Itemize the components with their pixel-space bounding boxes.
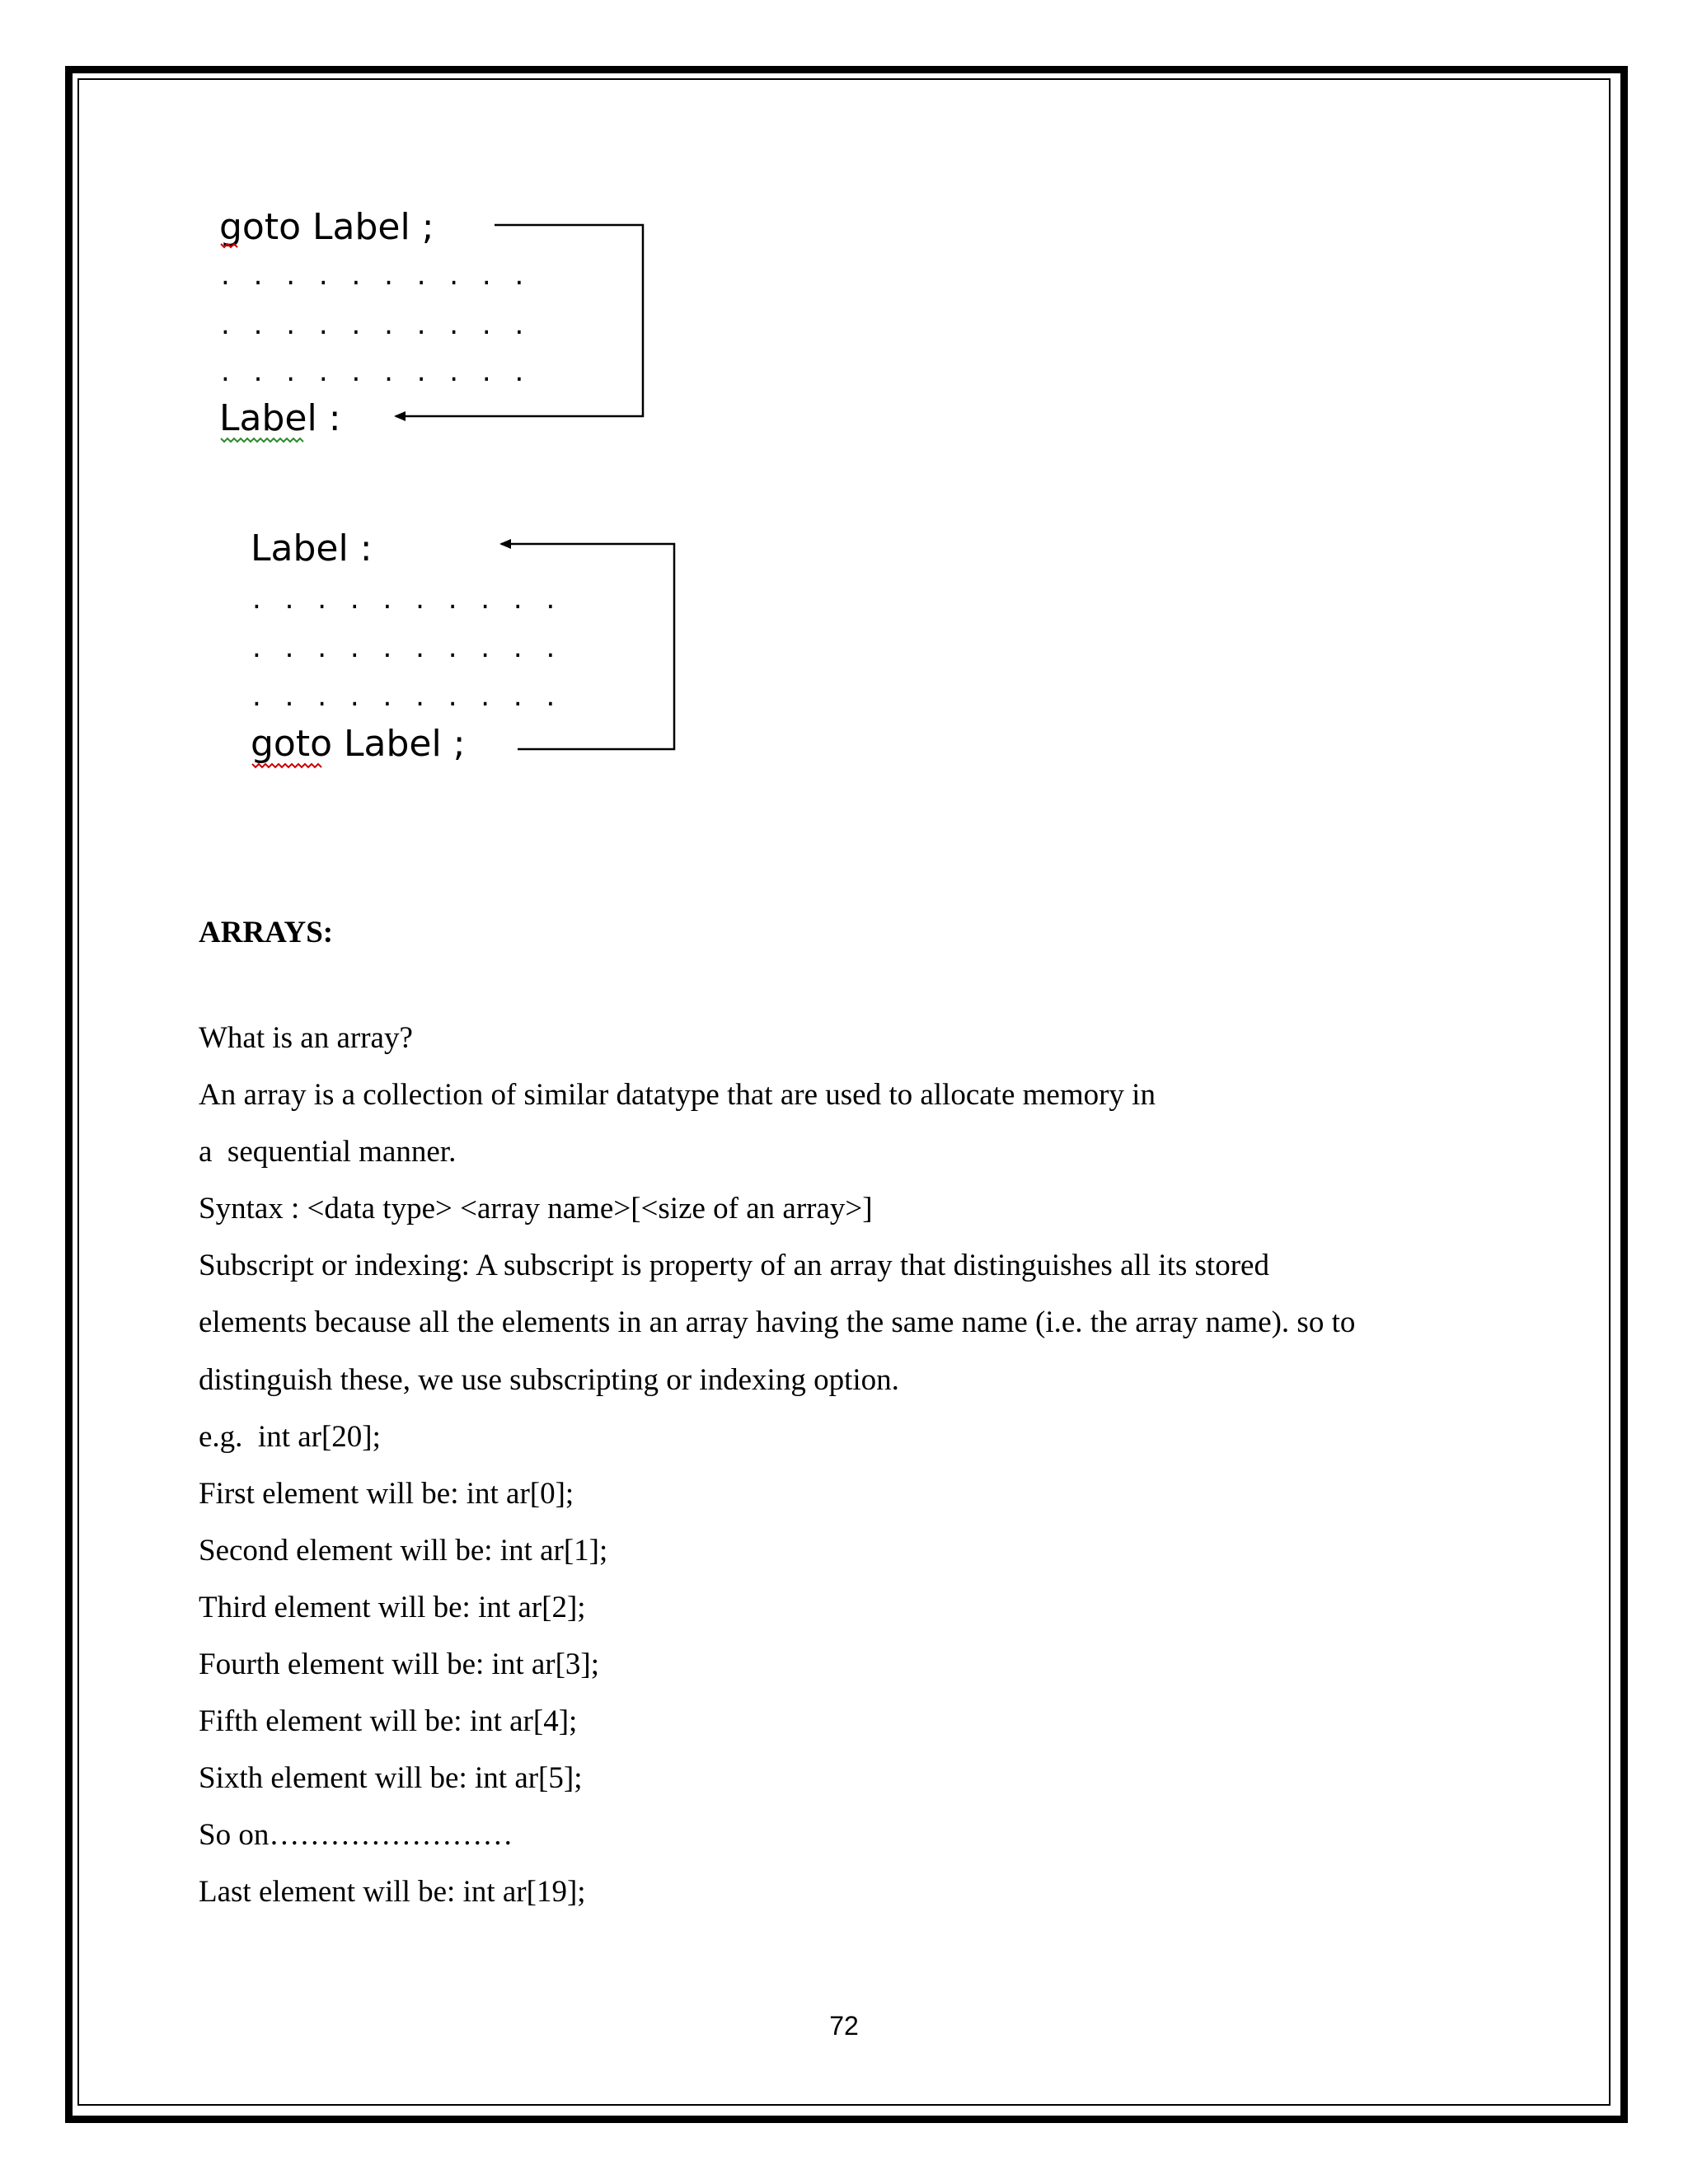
text-line: So on…………………… bbox=[199, 1818, 513, 1853]
text-line: Third element will be: int ar[2]; bbox=[199, 1590, 586, 1624]
goto-backward-diagram bbox=[251, 527, 674, 767]
goto-backward-dots-1: . . . . . . . . . . bbox=[252, 583, 563, 616]
section-body bbox=[199, 1010, 1583, 1921]
goto-forward-dots-2: . . . . . . . . . . bbox=[221, 308, 532, 341]
text-line: Subscript or indexing: A subscript is property of an array that distinguishes all its stored bbox=[199, 1249, 1269, 1283]
goto-forward-dots-3: . . . . . . . . . . bbox=[221, 355, 532, 388]
text-line: Fourth element will be: int ar[3]; bbox=[199, 1647, 600, 1682]
goto-forward-dots-1: . . . . . . . . . . bbox=[221, 259, 532, 292]
text-line: distinguish these, we use subscripting or indexing option. bbox=[199, 1362, 899, 1397]
text-line: An array is a collection of similar datatype that are used to allocate memory in bbox=[199, 1078, 1156, 1113]
text-line: Last element will be: int ar[19]; bbox=[199, 1875, 586, 1910]
text-line: elements because all the elements in an array having the same name (i.e. the array name). so to bbox=[199, 1305, 1356, 1340]
goto-backward-statement: goto Label ; bbox=[251, 723, 466, 765]
text-line: First element will be: int ar[0]; bbox=[199, 1476, 574, 1511]
goto-forward-diagram bbox=[219, 206, 643, 442]
text-line: Sixth element will be: int ar[5]; bbox=[199, 1761, 583, 1796]
section-heading: ARRAYS: bbox=[199, 916, 334, 949]
text-line: What is an array? bbox=[199, 1021, 413, 1055]
goto-forward-statement: goto Label ; bbox=[219, 206, 434, 248]
text-line: a sequential manner. bbox=[199, 1135, 457, 1169]
goto-diagrams bbox=[0, 0, 1688, 824]
goto-backward-label: Label : bbox=[251, 527, 373, 569]
goto-forward-label: Label : bbox=[219, 397, 341, 439]
text-line: Second element will be: int ar[1]; bbox=[199, 1533, 608, 1568]
goto-backward-dots-2: . . . . . . . . . . bbox=[252, 631, 563, 664]
text-line: Syntax : <data type> <array name>[<size of an array>] bbox=[199, 1192, 873, 1226]
text-line: Fifth element will be: int ar[4]; bbox=[199, 1704, 578, 1739]
page-number: 72 bbox=[829, 2011, 859, 2041]
goto-backward-dots-3: . . . . . . . . . . bbox=[252, 680, 563, 713]
text-line: e.g. int ar[20]; bbox=[199, 1419, 381, 1454]
